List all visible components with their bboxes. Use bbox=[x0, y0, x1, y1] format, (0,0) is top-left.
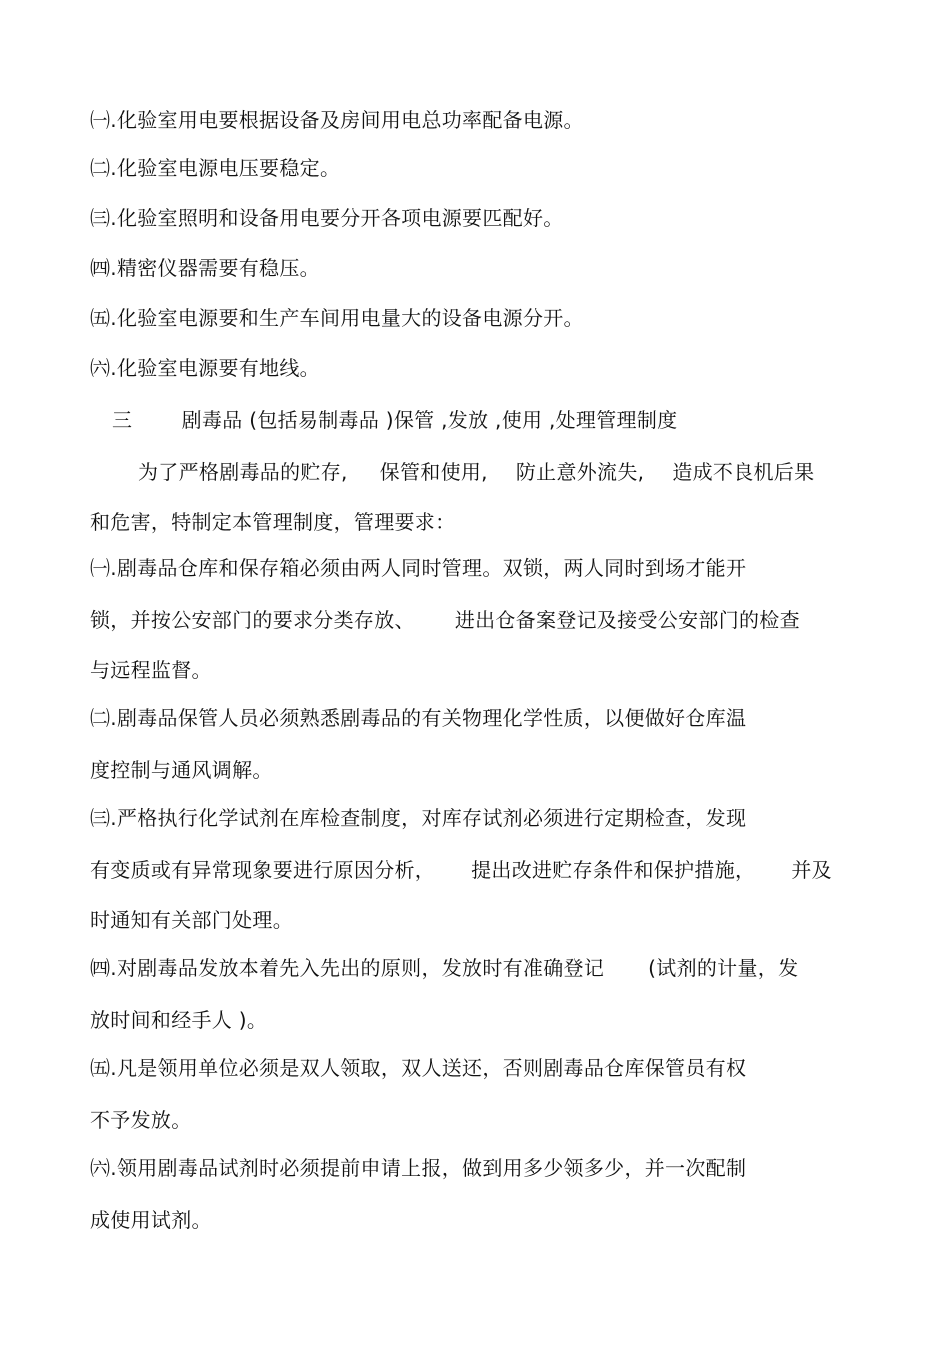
rule-6-line-2: 成使用试剂。 bbox=[90, 1208, 212, 1232]
power-item-4: ㈣.精密仪器需要有稳压。 bbox=[90, 256, 320, 280]
power-item-3: ㈢.化验室照明和设备用电要分开各项电源要匹配好。 bbox=[90, 206, 564, 230]
rule-4-segment: ㈣.对剧毒品发放本着先入先出的原则，发放时有准确登记 bbox=[90, 956, 605, 980]
rule-1-segment: 进出仓备案登记及接受公安部门的检查 bbox=[454, 608, 800, 632]
rule-3-segment: 并及 bbox=[791, 858, 832, 882]
rule-4-line-2: 放时间和经手人 )。 bbox=[90, 1008, 268, 1032]
rule-1-line-1: ㈠.剧毒品仓库和保存箱必须由两人同时管理。双锁，两人同时到场才能开 bbox=[90, 556, 747, 580]
rule-3-line-3: 时通知有关部门处理。 bbox=[90, 908, 293, 932]
section-title: 剧毒品 (包括易制毒品 )保管 ,发放 ,使用 ,处理管理制度 bbox=[181, 408, 678, 432]
power-item-1: ㈠.化验室用电要根据设备及房间用电总功率配备电源。 bbox=[90, 108, 584, 132]
power-item-2: ㈡.化验室电源电压要稳定。 bbox=[90, 156, 341, 180]
intro-segment: 为了严格剧毒品的贮存, bbox=[138, 460, 348, 484]
intro-paragraph-line-1 bbox=[138, 458, 814, 486]
rule-4-segment: (试剂的计量，发 bbox=[648, 956, 799, 980]
rule-5-line-2: 不予发放。 bbox=[90, 1108, 192, 1132]
rule-1-line-3: 与远程监督。 bbox=[90, 658, 212, 682]
power-item-5: ㈤.化验室电源要和生产车间用电量大的设备电源分开。 bbox=[90, 306, 584, 330]
intro-segment: 防止意外流失, bbox=[515, 460, 645, 484]
rule-3-segment: 提出改进贮存条件和保护措施， bbox=[471, 858, 756, 882]
rule-4-line-1 bbox=[90, 954, 798, 982]
rule-3-line-1: ㈢.严格执行化学试剂在库检查制度，对库存试剂必须进行定期检查，发现 bbox=[90, 806, 747, 830]
intro-segment: 保管和使用, bbox=[379, 460, 488, 484]
rule-1-segment: 锁，并按公安部门的要求分类存放、 bbox=[90, 608, 415, 632]
intro-paragraph-line-2: 和危害，特制定本管理制度，管理要求： bbox=[90, 510, 456, 534]
rule-5-line-1: ㈤.凡是领用单位必须是双人领取，双人送还，否则剧毒品仓库保管员有权 bbox=[90, 1056, 747, 1080]
section-heading bbox=[112, 406, 677, 434]
rule-2-line-2: 度控制与通风调解。 bbox=[90, 758, 273, 782]
rule-6-line-1: ㈥.领用剧毒品试剂时必须提前申请上报，做到用多少领多少，并一次配制 bbox=[90, 1156, 747, 1180]
rule-3-line-2 bbox=[90, 856, 832, 884]
rule-3-segment: 有变质或有异常现象要进行原因分析， bbox=[90, 858, 436, 882]
rule-1-line-2 bbox=[90, 606, 800, 634]
section-number: 三 bbox=[112, 408, 133, 432]
rule-2-line-1: ㈡.剧毒品保管人员必须熟悉剧毒品的有关物理化学性质，以便做好仓库温 bbox=[90, 706, 747, 730]
intro-segment: 造成不良机后果 bbox=[672, 460, 815, 484]
power-item-6: ㈥.化验室电源要有地线。 bbox=[90, 356, 320, 380]
